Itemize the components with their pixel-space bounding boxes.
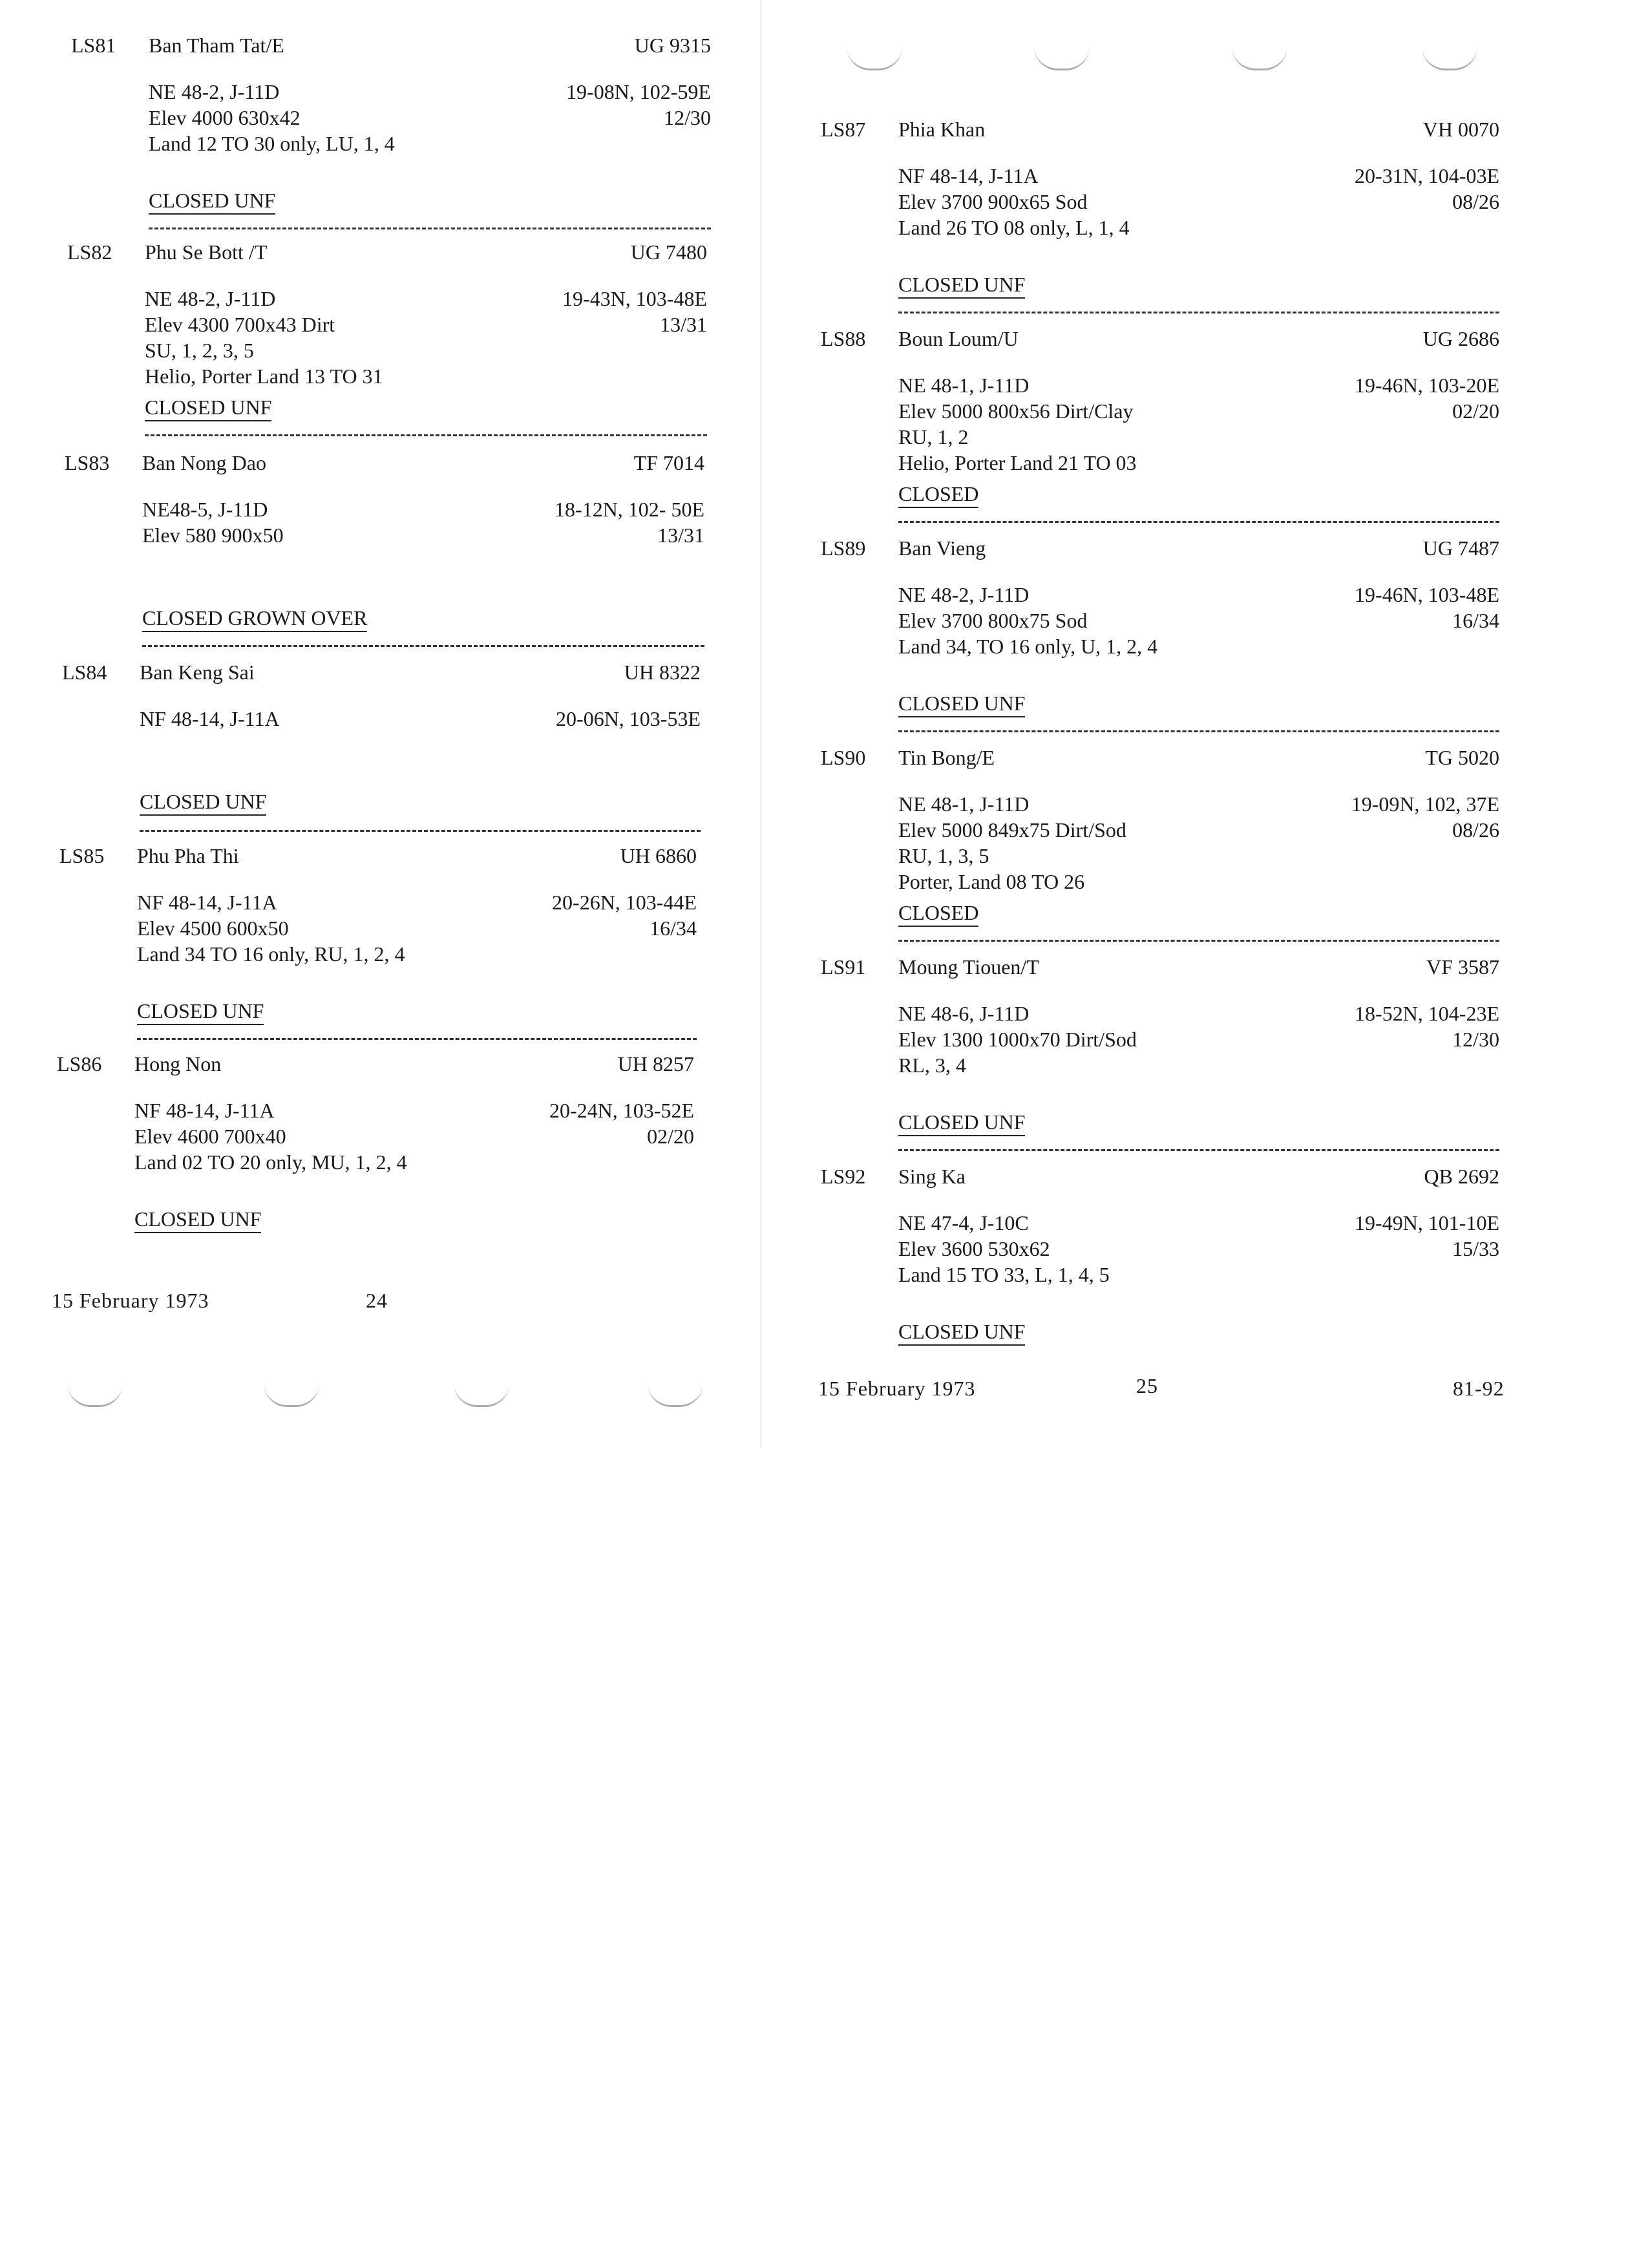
entry-line: NF 48-14, J-11A <box>140 707 280 730</box>
entry-code: LS86 <box>57 1052 102 1076</box>
entry-code: LS88 <box>821 327 866 350</box>
entry-coords: 19-49N, 101-10E <box>1355 1211 1499 1235</box>
entry-status: CLOSED UNF <box>145 396 271 419</box>
entry-line: NE 48-2, J-11D <box>149 80 280 103</box>
entry-line: RU, 1, 3, 5 <box>898 844 989 867</box>
entry-line: Elev 4300 700x43 Dirt <box>145 313 335 336</box>
dashed-divider <box>898 940 1499 942</box>
entry-runway: 02/20 <box>1452 399 1499 423</box>
entry-line: Elev 3700 800x75 Sod <box>898 609 1088 632</box>
entry-code: LS87 <box>821 118 866 141</box>
entry-line: NF 48-14, J-11A <box>898 164 1039 187</box>
entry-runway: 16/34 <box>1452 609 1499 632</box>
entry-ls89 <box>821 536 1499 715</box>
entry-name: Ban Vieng <box>898 536 986 560</box>
entry-grid-ref: QB 2692 <box>1424 1165 1499 1188</box>
entry-status: CLOSED UNF <box>149 189 275 213</box>
entry-line: NE 48-2, J-11D <box>898 583 1030 606</box>
entry-line: RL, 3, 4 <box>898 1054 966 1077</box>
dashed-divider <box>898 1149 1499 1151</box>
entry-code: LS83 <box>65 451 110 474</box>
dashed-divider <box>145 434 707 436</box>
entry-name: Phu Se Bott /T <box>145 240 268 264</box>
entry-line: NF 48-14, J-11A <box>137 891 277 914</box>
entry-code: LS84 <box>62 661 107 684</box>
entry-runway: 16/34 <box>650 917 697 940</box>
entry-coords: 19-43N, 103-48E <box>562 287 707 310</box>
entry-code: LS89 <box>821 536 866 560</box>
entry-line: NE 48-1, J-11D <box>898 792 1030 816</box>
entry-line: Land 02 TO 20 only, MU, 1, 2, 4 <box>134 1150 407 1174</box>
dashed-divider <box>898 521 1499 523</box>
footer-date: 15 February 1973 <box>52 1289 209 1312</box>
entry-line: NE48-5, J-11D <box>142 498 268 521</box>
entry-line: Helio, Porter Land 13 TO 31 <box>145 365 383 388</box>
entry-grid-ref: TG 5020 <box>1425 746 1499 769</box>
entry-line: Elev 1300 1000x70 Dirt/Sod <box>898 1028 1137 1051</box>
entry-runway: 12/30 <box>1452 1028 1499 1051</box>
entry-grid-ref: UH 8257 <box>617 1052 694 1076</box>
entry-ls82 <box>67 240 707 419</box>
entry-ls83 <box>65 451 704 630</box>
footer-page-number: 24 <box>366 1289 388 1312</box>
entry-name: Phia Khan <box>898 118 986 141</box>
binder-hole <box>264 1383 319 1407</box>
entry-coords: 18-12N, 102- 50E <box>555 498 704 521</box>
entry-runway: 13/31 <box>660 313 707 336</box>
entry-code: LS85 <box>59 844 105 867</box>
dashed-divider <box>898 730 1499 732</box>
entry-status: CLOSED UNF <box>140 790 266 814</box>
binder-hole <box>1034 47 1090 70</box>
entry-coords: 19-09N, 102, 37E <box>1351 792 1499 816</box>
footer-page-number: 25 <box>1136 1374 1158 1397</box>
dashed-divider <box>142 645 704 647</box>
binder-hole <box>454 1383 509 1407</box>
binder-hole <box>67 1383 123 1407</box>
entry-line: Elev 3600 530x62 <box>898 1237 1050 1260</box>
entry-ls90 <box>821 746 1499 924</box>
binder-hole <box>648 1383 703 1407</box>
entry-status: CLOSED UNF <box>898 692 1025 715</box>
entry-coords: 20-24N, 103-52E <box>549 1099 694 1122</box>
entry-line: Land 15 TO 33, L, 1, 4, 5 <box>898 1263 1110 1286</box>
entry-line: Elev 4600 700x40 <box>134 1125 286 1148</box>
entry-status: CLOSED UNF <box>134 1207 261 1231</box>
entry-runway: 08/26 <box>1452 818 1499 842</box>
dashed-divider <box>137 1038 697 1040</box>
entry-ls91 <box>821 955 1499 1134</box>
entry-coords: 18-52N, 104-23E <box>1355 1002 1499 1025</box>
entry-name: Boun Loum/U <box>898 327 1019 350</box>
entry-ls85 <box>59 844 697 1023</box>
entry-status: CLOSED UNF <box>898 1320 1025 1344</box>
entry-runway: 12/30 <box>664 106 711 129</box>
entry-line: Land 34 TO 16 only, RU, 1, 2, 4 <box>137 942 405 966</box>
entry-ls86 <box>57 1052 694 1231</box>
entry-line: NF 48-14, J-11A <box>134 1099 275 1122</box>
entry-line: NE 48-2, J-11D <box>145 287 276 310</box>
dashed-divider <box>898 312 1499 313</box>
entry-line: Elev 5000 849x75 Dirt/Sod <box>898 818 1126 842</box>
entry-name: Sing Ka <box>898 1165 966 1188</box>
entry-line: Land 12 TO 30 only, LU, 1, 4 <box>149 132 395 155</box>
entry-line: Elev 580 900x50 <box>142 524 284 547</box>
entry-coords: 20-31N, 104-03E <box>1355 164 1499 187</box>
entry-name: Hong Non <box>134 1052 222 1076</box>
page-fold <box>760 0 761 1448</box>
entry-line: Elev 5000 800x56 Dirt/Clay <box>898 399 1134 423</box>
entry-line: Elev 4000 630x42 <box>149 106 301 129</box>
entry-line: Helio, Porter Land 21 TO 03 <box>898 451 1137 474</box>
dashed-divider <box>140 830 701 832</box>
binder-hole <box>847 47 902 70</box>
binder-hole <box>1422 47 1477 70</box>
entry-ls88 <box>821 327 1499 505</box>
entry-code: LS92 <box>821 1165 866 1188</box>
entry-runway: 08/26 <box>1452 190 1499 213</box>
entry-grid-ref: TF 7014 <box>633 451 704 474</box>
entry-name: Ban Nong Dao <box>142 451 266 474</box>
entry-code: LS81 <box>71 34 116 57</box>
entry-grid-ref: UG 7480 <box>630 240 707 264</box>
entry-line: Land 34, TO 16 only, U, 1, 2, 4 <box>898 635 1158 658</box>
entry-ls81 <box>71 34 711 212</box>
entry-status: CLOSED <box>898 482 978 506</box>
entry-ls92 <box>821 1165 1499 1343</box>
entry-coords: 19-46N, 103-20E <box>1355 374 1499 397</box>
entry-runway: 02/20 <box>647 1125 694 1148</box>
entry-code: LS90 <box>821 746 866 769</box>
entry-coords: 20-26N, 103-44E <box>552 891 697 914</box>
entry-status: CLOSED <box>898 901 978 925</box>
entry-runway: 13/31 <box>657 524 704 547</box>
entry-grid-ref: UH 8322 <box>624 661 701 684</box>
entry-line: Porter, Land 08 TO 26 <box>898 870 1085 893</box>
entry-line: NE 48-1, J-11D <box>898 374 1030 397</box>
entry-name: Tin Bong/E <box>898 746 995 769</box>
entry-coords: 19-08N, 102-59E <box>566 80 711 103</box>
entry-status: CLOSED UNF <box>898 1110 1025 1134</box>
entry-line: SU, 1, 2, 3, 5 <box>145 339 254 362</box>
entry-code: LS91 <box>821 955 866 979</box>
entry-line: Elev 4500 600x50 <box>137 917 289 940</box>
entry-line: RU, 1, 2 <box>898 425 969 449</box>
entry-name: Ban Keng Sai <box>140 661 255 684</box>
entry-status: CLOSED GROWN OVER <box>142 606 367 630</box>
binder-hole <box>1232 47 1287 70</box>
dashed-divider <box>149 228 711 229</box>
entry-runway: 15/33 <box>1452 1237 1499 1260</box>
entry-line: NE 47-4, J-10C <box>898 1211 1029 1235</box>
entry-status: CLOSED UNF <box>137 999 264 1023</box>
entry-name: Ban Tham Tat/E <box>149 34 284 57</box>
entry-grid-ref: UG 2686 <box>1422 327 1499 350</box>
entry-grid-ref: UG 9315 <box>634 34 711 57</box>
entry-ls87 <box>821 118 1499 296</box>
entry-status: CLOSED UNF <box>898 273 1025 297</box>
entry-code: LS82 <box>67 240 112 264</box>
entry-ls84 <box>62 661 701 811</box>
entry-grid-ref: UG 7487 <box>1422 536 1499 560</box>
entry-line: Elev 3700 900x65 Sod <box>898 190 1088 213</box>
entry-line: Land 26 TO 08 only, L, 1, 4 <box>898 216 1130 239</box>
entry-name: Phu Pha Thi <box>137 844 239 867</box>
entry-line: NE 48-6, J-11D <box>898 1002 1030 1025</box>
entry-coords: 19-46N, 103-48E <box>1355 583 1499 606</box>
footer-page-range: 81-92 <box>1453 1377 1505 1400</box>
entry-grid-ref: VH 0070 <box>1422 118 1499 141</box>
entry-coords: 20-06N, 103-53E <box>556 707 701 730</box>
entry-grid-ref: UH 6860 <box>620 844 697 867</box>
entry-name: Moung Tiouen/T <box>898 955 1039 979</box>
entry-grid-ref: VF 3587 <box>1426 955 1499 979</box>
footer-date: 15 February 1973 <box>818 1377 976 1400</box>
